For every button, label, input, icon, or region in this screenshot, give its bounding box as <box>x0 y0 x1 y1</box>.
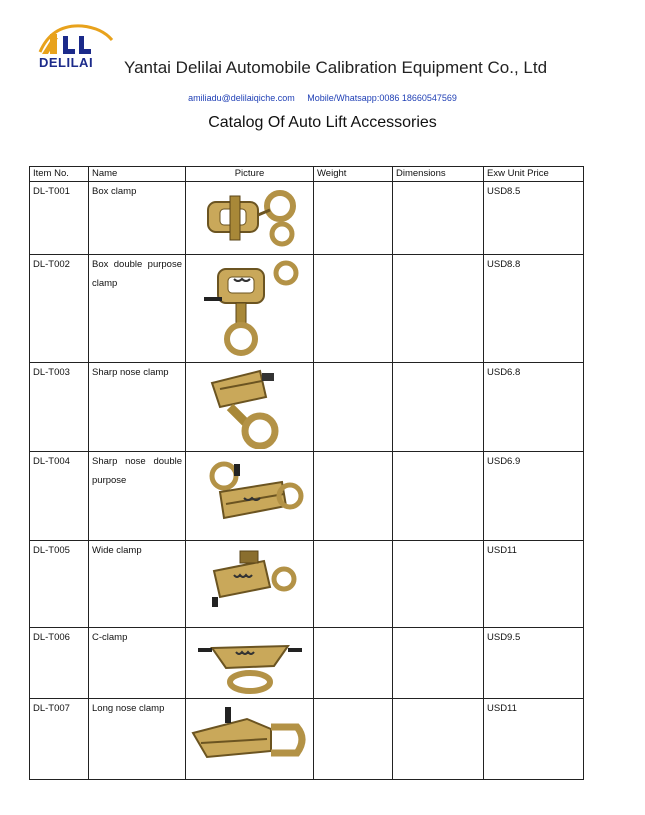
item-weight <box>314 628 393 699</box>
item-price: USD6.8 <box>484 363 584 452</box>
item-number: DL-T006 <box>30 628 89 699</box>
table-row <box>30 628 584 699</box>
item-dimensions <box>393 363 484 452</box>
item-picture <box>186 699 314 780</box>
item-name: Sharp nose double purpose <box>89 452 186 541</box>
item-price: USD8.8 <box>484 255 584 363</box>
item-dimensions <box>393 255 484 363</box>
item-number: DL-T007 <box>30 699 89 780</box>
item-dimensions <box>393 699 484 780</box>
item-picture <box>186 182 314 255</box>
table-row <box>30 182 584 255</box>
table-row <box>30 255 584 363</box>
item-price: USD11 <box>484 541 584 628</box>
item-name: Box clamp <box>89 182 186 255</box>
sharp-nose-double-purpose-clamp-icon <box>190 452 310 538</box>
item-picture <box>186 363 314 452</box>
item-number: DL-T001 <box>30 182 89 255</box>
item-picture <box>186 628 314 699</box>
contact-line <box>0 93 645 103</box>
sharp-nose-clamp-icon <box>190 363 310 449</box>
header-price: Exw Unit Price <box>484 167 584 182</box>
item-picture <box>186 255 314 363</box>
item-weight <box>314 452 393 541</box>
header-name: Name <box>89 167 186 182</box>
item-dimensions <box>393 452 484 541</box>
item-price: USD11 <box>484 699 584 780</box>
item-dimensions <box>393 628 484 699</box>
table-row <box>30 541 584 628</box>
item-weight <box>314 182 393 255</box>
header-item-no: Item No. <box>30 167 89 182</box>
item-weight <box>314 699 393 780</box>
item-dimensions <box>393 541 484 628</box>
item-number: DL-T002 <box>30 255 89 363</box>
item-number: DL-T004 <box>30 452 89 541</box>
item-picture <box>186 452 314 541</box>
item-name: Wide clamp <box>89 541 186 628</box>
item-name: Sharp nose clamp <box>89 363 186 452</box>
logo-mark-icon <box>30 18 120 58</box>
contact-phone: Mobile/Whatsapp:0086 18660547569 <box>307 93 457 103</box>
item-weight <box>314 541 393 628</box>
table-row <box>30 363 584 452</box>
table-row <box>30 452 584 541</box>
logo-text: DELILAI <box>39 55 94 70</box>
item-number: DL-T003 <box>30 363 89 452</box>
long-nose-clamp-icon <box>187 699 313 775</box>
item-weight <box>314 255 393 363</box>
item-name: Long nose clamp <box>89 699 186 780</box>
box-double-purpose-clamp-icon <box>190 255 310 359</box>
table-header-row <box>30 167 584 182</box>
item-number: DL-T005 <box>30 541 89 628</box>
box-clamp-icon <box>190 182 310 252</box>
company-name: Yantai Delilai Automobile Calibration Equipment Co., Ltd <box>124 58 548 77</box>
item-name: C-clamp <box>89 628 186 699</box>
item-picture <box>186 541 314 628</box>
contact-email: amiliadu@delilaiqiche.com <box>188 93 295 103</box>
product-table <box>29 166 584 780</box>
header-picture: Picture <box>186 167 314 182</box>
wide-clamp-icon <box>190 541 310 625</box>
table-row <box>30 699 584 780</box>
item-price: USD9.5 <box>484 628 584 699</box>
item-weight <box>314 363 393 452</box>
item-dimensions <box>393 182 484 255</box>
catalog-title: Catalog Of Auto Lift Accessories <box>208 114 437 131</box>
item-price: USD6.9 <box>484 452 584 541</box>
item-name: Box double purpose clamp <box>89 255 186 363</box>
c-clamp-icon <box>190 628 310 696</box>
header-weight: Weight <box>314 167 393 182</box>
header-dimensions: Dimensions <box>393 167 484 182</box>
item-price: USD8.5 <box>484 182 584 255</box>
